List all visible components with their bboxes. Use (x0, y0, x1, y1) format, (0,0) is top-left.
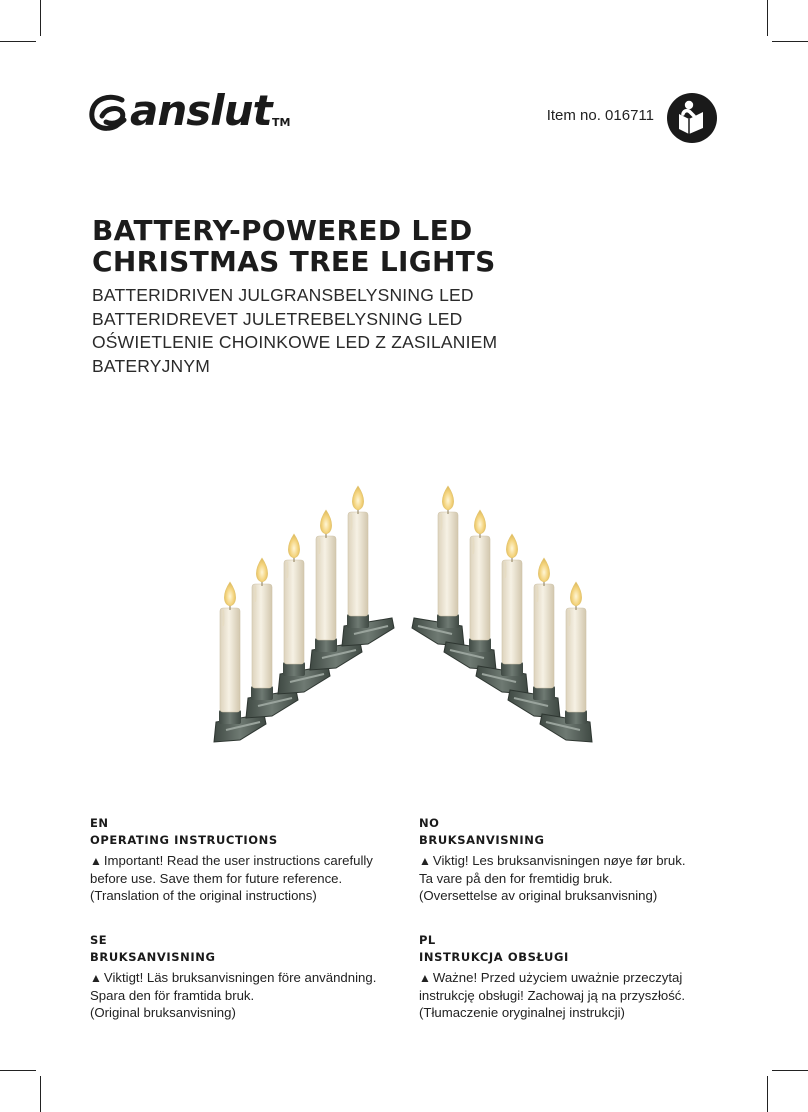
section-heading: BRUKSANVISNING (90, 950, 216, 964)
body-line: (Oversettelse av original bruksanvisning) (419, 888, 658, 903)
body-line: Important! Read the user instructions carefully (103, 853, 373, 868)
section-code: PL (419, 933, 436, 947)
crop-mark (767, 0, 768, 36)
crop-mark (772, 1070, 808, 1071)
section-body (419, 852, 739, 904)
read-manual-icon (666, 92, 718, 144)
crop-mark (772, 41, 808, 42)
body-line: Viktigt! Läs bruksanvisningen före användning. (103, 970, 377, 985)
section-code: EN (90, 816, 109, 830)
body-line: Spara den för framtida bruk. (90, 988, 255, 1003)
body-line: (Tłumaczenie oryginalnej instrukcji) (419, 1005, 625, 1020)
section-pl (419, 932, 739, 1021)
title-line-2: CHRISTMAS TREE LIGHTS (92, 245, 496, 278)
body-line: (Translation of the original instructions) (90, 888, 317, 903)
crop-mark (0, 41, 36, 42)
subtitle-pl: OŚWIETLENIE CHOINKOWE LED Z ZASILANIEM (92, 332, 498, 352)
candle-light (412, 486, 464, 646)
subtitle-pl-cont: BATERYJNYM (92, 355, 211, 376)
section-code: NO (419, 816, 440, 830)
title-line-1: BATTERY-POWERED LED (92, 214, 473, 247)
anslut-logo-icon (88, 90, 132, 140)
warning-icon: ▲ (90, 854, 102, 868)
item-number: Item no. 016711 (546, 107, 654, 124)
body-line: Ta vare på den for fremtidig bruk. (419, 871, 613, 886)
section-no (419, 815, 739, 904)
product-image (200, 468, 610, 748)
warning-icon: ▲ (419, 854, 431, 868)
body-line: Viktig! Les bruksanvisningen nøye før bruk. (432, 853, 686, 868)
section-body (90, 852, 410, 904)
section-se (90, 932, 410, 1021)
body-line: Ważne! Przed użyciem uważnie przeczytaj (432, 970, 683, 985)
crop-mark (767, 1076, 768, 1112)
body-line: (Original bruksanvisning) (90, 1005, 236, 1020)
warning-icon: ▲ (419, 971, 431, 985)
body-line: instrukcję obsługi! Zachowaj ją na przyszłość. (419, 988, 686, 1003)
section-en (90, 815, 410, 904)
section-code: SE (90, 933, 108, 947)
document-title (92, 215, 496, 277)
section-heading: BRUKSANVISNING (419, 833, 545, 847)
section-body (419, 969, 739, 1021)
subtitle-se: BATTERIDRIVEN JULGRANSBELYSNING LED (92, 285, 474, 305)
crop-mark (40, 1076, 41, 1112)
brand-name: anslut (130, 86, 272, 135)
section-heading: OPERATING INSTRUCTIONS (90, 833, 278, 847)
section-body (90, 969, 410, 1021)
warning-icon: ▲ (90, 971, 102, 985)
crop-mark (0, 1070, 36, 1071)
brand-trademark: TM (272, 116, 291, 129)
candle-light (342, 486, 394, 646)
section-heading: INSTRUKCJA OBSŁUGI (419, 950, 569, 964)
body-line: before use. Save them for future reference. (90, 871, 343, 886)
subtitle-list (92, 284, 497, 378)
crop-mark (40, 0, 41, 36)
subtitle-no: BATTERIDREVET JULETREBELYSNING LED (92, 308, 463, 329)
